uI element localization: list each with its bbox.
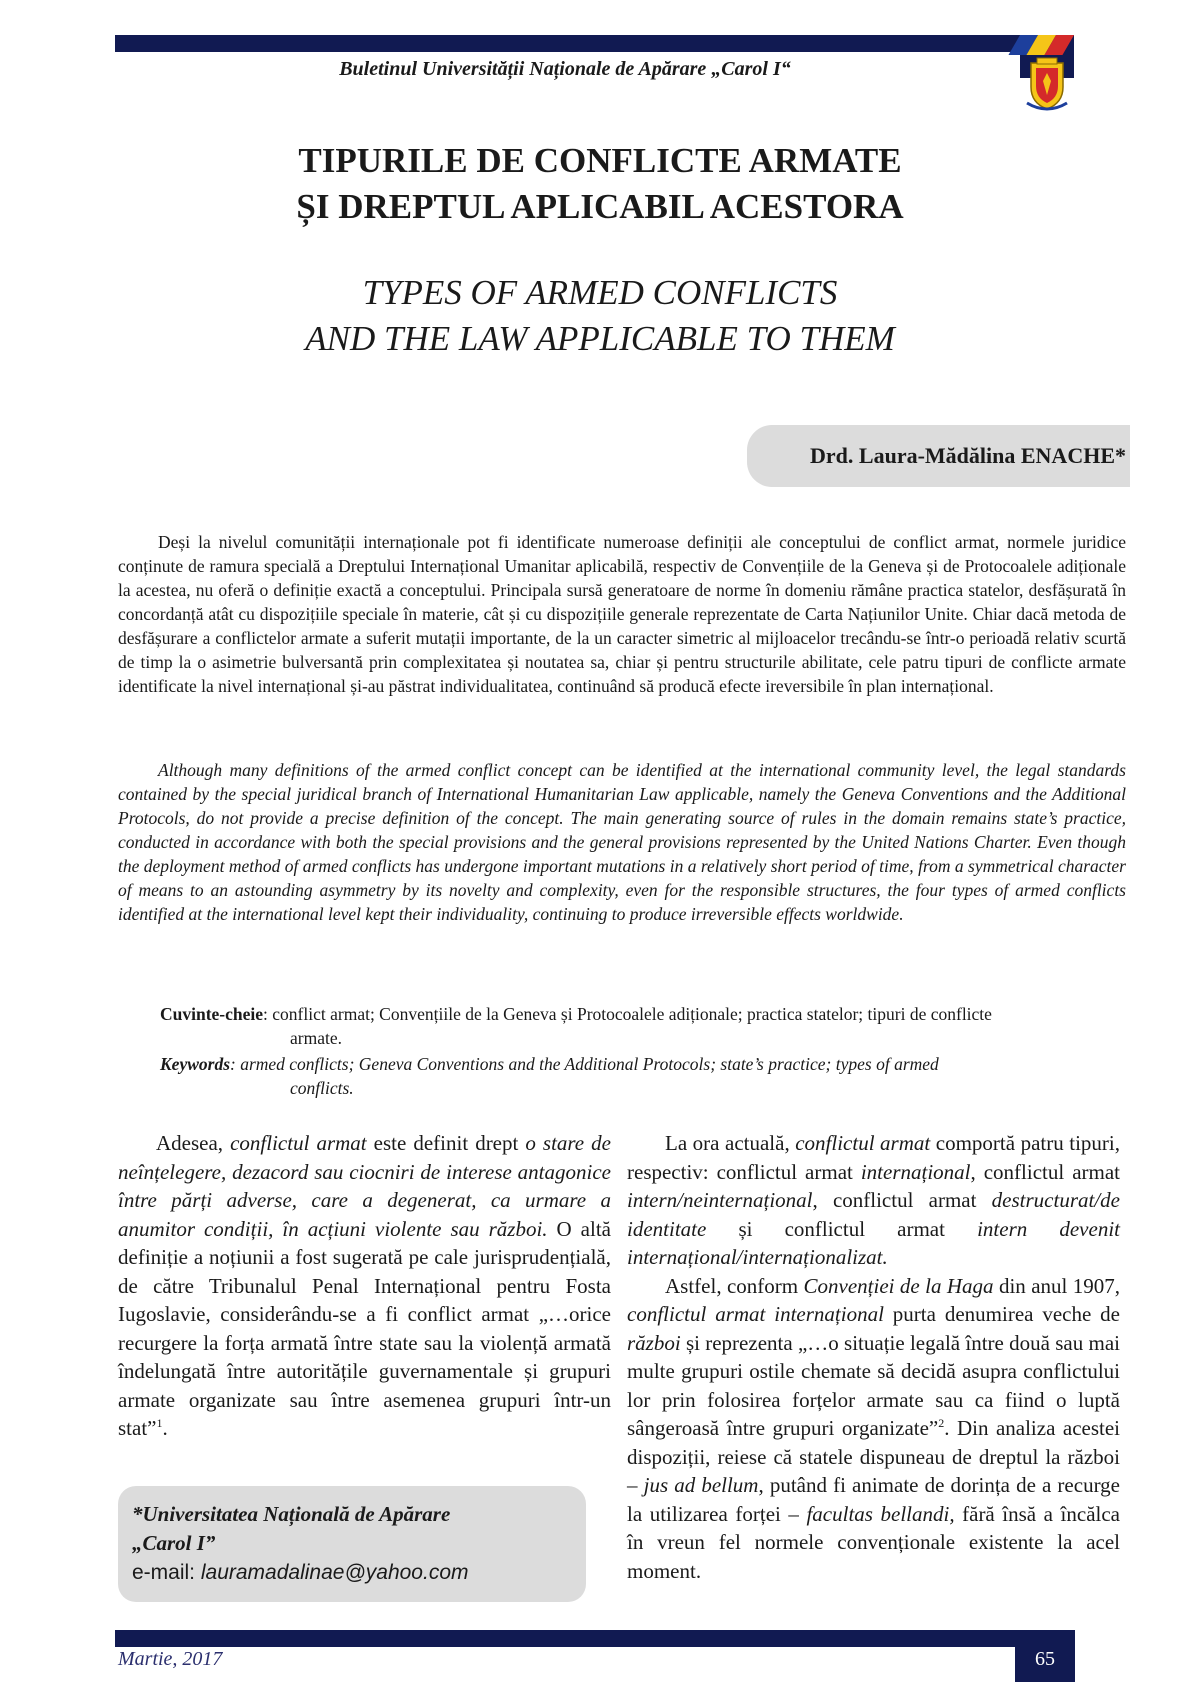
- left-paragraph-1: Adesea, conflictul armat este definit drept o stare de neînțelegere, dezacord sau ciocniri de interese antagonice între părți adverse, care a degenerat, ca urmare a anumitor condiții, în acțiuni violente sau război. O altă definiție a noțiunii a fost sugerată pe cale jurisprudențială, de către Tribunalul Penal Internațional pentru Fosta Iugoslavie, considerându-se a fi conflict armat „…orice recurgere la forța armată între state sau la violență armată îndelungată între autoritățile guvernamentale și grupuri armate organizate sau între asemenea grupuri într-un stat”$^1$.: [118, 1131, 611, 1440]
- keywords-english: [160, 1052, 1126, 1100]
- issue-date: Martie, 2017: [118, 1648, 223, 1670]
- affiliation-line-1: *Universitatea Națională de Apărare: [132, 1502, 451, 1526]
- body-right-column: [627, 1129, 1120, 1585]
- abstract-english: [118, 758, 1126, 926]
- affiliation-box: [118, 1486, 586, 1602]
- right-paragraph-1: La ora actuală, conflictul armat comportă patru tipuri, respectiv: conflictul armat internațional, conflictul armat intern/neinternațional, conflictul armat destructurat/de identitate și conflictul armat intern devenit internațional/internaționalizat.: [627, 1131, 1120, 1269]
- english-title-line-1: TYPES OF ARMED CONFLICTS: [362, 273, 838, 312]
- body-left-column: [118, 1129, 611, 1443]
- page-number: 65: [1035, 1648, 1055, 1670]
- footer-bar: [115, 1630, 1015, 1647]
- affiliation-email-row: [132, 1558, 572, 1587]
- email-label: e-mail:: [132, 1561, 201, 1584]
- keywords-romanian: [160, 1002, 1126, 1050]
- journal-title: Buletinul Universității Naționale de Apărare „Carol I“: [339, 58, 791, 80]
- right-paragraph-2: Astfel, conform Convenției de la Haga din anul 1907, conflictul armat internațional purta denumirea veche de război și reprezenta „…o situație legală între două sau mai multe grupuri ostile chemate să decidă asupra conflictului lor prin folosirea forțelor armate sau ca fiind o luptă sângeroasă între grupuri organizate”$^2$. Din analiza acestei dispoziții, reiese că statele dispuneau de dreptul la război – jus ad bellum, putând fi animate de dorința de a recurge la utilizarea forței – facultas bellandi, fără însă a încălca în vreun fel normele convenționale existente la acel moment.: [627, 1273, 1121, 1583]
- romanian-title: [120, 138, 1080, 230]
- romanian-title-line-1: TIPURILE DE CONFLICTE ARMATE: [298, 141, 902, 180]
- flag-stripe-icon: [1008, 35, 1074, 55]
- keywords-english-text: : armed conflicts; Geneva Conventions and the Additional Protocols; state’s practice; types of armed: [230, 1054, 939, 1074]
- keywords-romanian-label: Cuvinte-cheie: [160, 1004, 264, 1024]
- abstract-english-text: Although many definitions of the armed conflict concept can be identified at the international community level, the legal standards contained by the special juridical branch of International Humanitarian Law applicable, namely the Geneva Conventions and the Additional Protocols, do not provide a precise definition of the concept. The main generating source of rules in the domain remains state’s practice, conducted in accordance with both the special provisions and the general provisions represented by the United Nations Charter. Even though the deployment method of armed conflicts has undergone important mutations in a relatively short period of time, from a symmetrical character of means to an astounding asymmetry by its novelty and complexity, even for the responsible structures, the four types of armed conflicts identified at the international level kept their individuality, continuing to produce irreversible effects worldwide.: [118, 760, 1126, 924]
- english-title: [120, 270, 1080, 362]
- header-bar: [115, 35, 1020, 52]
- footnote-ref-1[interactable]: 1: [156, 1416, 163, 1430]
- keywords-romanian-continuation: armate.: [290, 1028, 342, 1048]
- affiliation-line-2: „Carol I”: [132, 1531, 216, 1555]
- english-title-line-2: AND THE LAW APPLICABLE TO THEM: [305, 319, 895, 358]
- university-crest-icon: [1023, 57, 1071, 115]
- author-name: Drd. Laura-Mădălina ENACHE*: [810, 443, 1126, 468]
- email-link[interactable]: lauramadalinae@yahoo.com: [200, 1561, 469, 1584]
- footnote-ref-2[interactable]: 2: [938, 1416, 945, 1430]
- abstract-romanian-text: Deși la nivelul comunității internaționale pot fi identificate numeroase definiții ale conceptului de conflict armat, normele juridice conținute de ramura specială a Dreptului Internațional Umanitar aplicabilă, respectiv de Convențiile de la Geneva și de Protocoalele adiționale la acestea, nu oferă o definiție exactă a conceptului. Principala sursă generatoare de norme în domeniu rămâne practica statelor, desfășurată în concordanță atât cu dispozițiile speciale în materie, cât și cu dispozițiile generale reprezentate de Carta Națiunilor Unite. Chiar dacă metoda de desfășurare a conflictelor armate a suferit mutații importante, de la un caracter simetric al mijloacelor trecându-se într-o perioadă relativ scurtă de timp la o asimetrie bulversantă prin complexitatea și noutatea sa, chiar și pentru structurile abilitate, cele patru tipuri de conflicte armate identificate la nivel internațional și-au păstrat individualitatea, continuând să producă efecte ireversibile în plan internațional.: [118, 532, 1126, 696]
- author-badge: [747, 425, 1130, 487]
- keywords-english-continuation: conflicts.: [290, 1078, 354, 1098]
- abstract-romanian: [118, 530, 1126, 698]
- keywords-english-label: Keywords: [160, 1054, 230, 1074]
- keywords-romanian-text: : conflict armat; Convențiile de la Geneva și Protocoalele adiționale; practica statelor; tipuri de conflicte: [263, 1004, 992, 1024]
- romanian-title-line-2: ȘI DREPTUL APLICABIL ACESTORA: [296, 187, 904, 226]
